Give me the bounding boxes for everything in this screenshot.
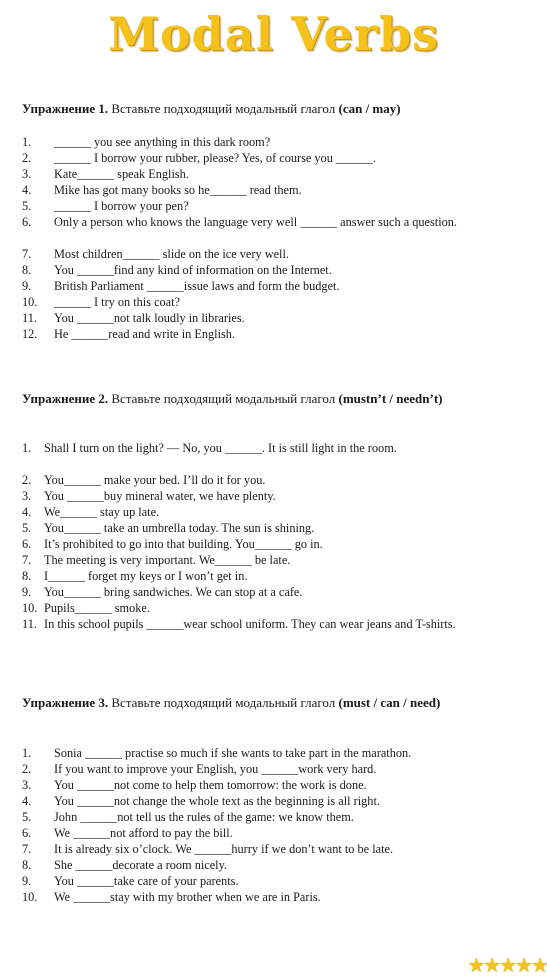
exercise-2-label: Упражнение 2. (22, 391, 109, 406)
exercise-item (22, 278, 547, 294)
item-text: Mike has got many books so he______ read them. (54, 183, 302, 197)
item-text: Shall I turn on the light? — No, you ______. It is still light in the room. (44, 441, 397, 455)
item-number: 3. (22, 778, 32, 792)
item-text: You ______buy mineral water, we have plenty. (44, 489, 276, 503)
exercise-2-heading (22, 390, 512, 408)
exercise-item (22, 873, 547, 889)
exercise-1-verbs: (can / may) (338, 101, 401, 116)
exercise-item (22, 440, 547, 472)
item-number: 12. (22, 327, 38, 341)
item-number: 1. (22, 441, 32, 455)
exercise-item (22, 761, 547, 777)
item-number: 11. (22, 311, 37, 325)
exercise-3-heading (22, 694, 512, 712)
item-number: 4. (22, 183, 32, 197)
item-text: John ______not tell us the rules of the game: we know them. (54, 810, 354, 824)
item-text: We______ stay up late. (44, 505, 160, 519)
item-text: You ______not come to help them tomorrow: the work is done. (54, 778, 367, 792)
item-number: 10. (22, 601, 38, 615)
item-text: ______ I borrow your pen? (54, 199, 189, 213)
item-text: You ______not change the whole text as the beginning is all right. (54, 794, 380, 808)
exercise-item (22, 536, 547, 552)
exercise-item (22, 134, 547, 150)
item-text: We ______not afford to pay the bill. (54, 826, 233, 840)
item-text: ______ I borrow your rubber, please? Yes, of course you ______. (54, 151, 376, 165)
page-title: Modal Verbs (107, 7, 440, 61)
exercise-item (22, 777, 547, 793)
item-text: You ______not talk loudly in libraries. (54, 311, 245, 325)
exercise-item (22, 214, 547, 246)
item-number: 7. (22, 553, 32, 567)
item-number: 3. (22, 489, 32, 503)
exercise-item (22, 504, 547, 520)
exercise-item (22, 841, 547, 857)
exercise-3-label: Упражнение 3. (22, 695, 109, 710)
exercise-item (22, 310, 547, 326)
item-number: 6. (22, 537, 32, 551)
item-text: Most children______ slide on the ice very well. (54, 247, 289, 261)
exercise-item (22, 150, 547, 166)
item-number: 2. (22, 151, 32, 165)
item-number: 8. (22, 569, 32, 583)
exercise-item (22, 809, 547, 825)
item-text: Only a person who knows the language very well ______ answer such a question. (54, 215, 457, 229)
item-number: 7. (22, 247, 32, 261)
item-number: 10. (22, 890, 38, 904)
exercise-item (22, 198, 547, 214)
exercise-item (22, 294, 547, 310)
item-text: It’s prohibited to go into that building. You______ go in. (44, 537, 323, 551)
exercise-item (22, 857, 547, 873)
item-text: We ______stay with my brother when we are in Paris. (54, 890, 321, 904)
exercise-3-list (22, 745, 547, 905)
item-text: You______ make your bed. I’ll do it for you. (44, 473, 266, 487)
exercise-2-instruction: Вставьте подходящий модальный глагол (111, 391, 336, 406)
item-text: Sonia ______ practise so much if she wants to take part in the marathon. (54, 746, 412, 760)
exercise-item (22, 825, 547, 841)
exercise-1-list (22, 134, 547, 342)
item-number: 6. (22, 215, 32, 229)
item-text: You______ bring sandwiches. We can stop at a cafe. (44, 585, 303, 599)
item-number: 8. (22, 263, 32, 277)
item-text: The meeting is very important. We______ be late. (44, 553, 291, 567)
item-text: You______ take an umbrella today. The sun is shining. (44, 521, 315, 535)
exercise-1-heading (22, 100, 512, 118)
item-text: She ______decorate a room nicely. (54, 858, 228, 872)
item-number: 9. (22, 874, 32, 888)
item-text: If you want to improve your English, you ______work very hard. (54, 762, 377, 776)
item-text: You ______find any kind of information on the Internet. (54, 263, 332, 277)
item-number: 4. (22, 794, 32, 808)
item-number: 4. (22, 505, 32, 519)
exercise-item (22, 520, 547, 536)
item-number: 1. (22, 746, 32, 760)
exercise-item (22, 889, 547, 905)
item-text: Kate______ speak English. (54, 167, 189, 181)
exercise-item (22, 745, 547, 761)
exercise-item (22, 488, 547, 504)
item-text: Pupils______ smoke. (44, 601, 150, 615)
item-text: ______ I try on this coat? (54, 295, 181, 309)
exercise-item (22, 472, 547, 488)
exercise-2-verbs: (mustn’t / needn’t) (338, 391, 443, 406)
item-number: 9. (22, 585, 32, 599)
item-number: 5. (22, 199, 32, 213)
item-text: In this school pupils ______wear school uniform. They can wear jeans and T-shirts. (44, 617, 456, 631)
item-number: 2. (22, 473, 32, 487)
item-number: 3. (22, 167, 32, 181)
exercise-2-list (22, 440, 547, 648)
exercise-item (22, 568, 547, 584)
item-text: I______ forget my keys or I won’t get in. (44, 569, 248, 583)
item-number: 9. (22, 279, 32, 293)
item-number: 11. (22, 617, 37, 631)
item-text: British Parliament ______issue laws and form the budget. (54, 279, 340, 293)
item-number: 8. (22, 858, 32, 872)
decorative-stars: ★★★★★ (467, 955, 547, 977)
exercise-item (22, 793, 547, 809)
exercise-item (22, 584, 547, 600)
exercise-item (22, 326, 547, 342)
exercise-1-label: Упражнение 1. (22, 101, 109, 116)
item-number: 2. (22, 762, 32, 776)
exercise-item (22, 552, 547, 568)
exercise-item (22, 166, 547, 182)
exercise-3-verbs: (must / can / need) (338, 695, 441, 710)
item-text: It is already six o’clock. We ______hurry if we don’t want to be late. (54, 842, 394, 856)
item-text: He ______read and write in English. (54, 327, 235, 341)
item-text: You ______take care of your parents. (54, 874, 239, 888)
exercise-1-instruction: Вставьте подходящий модальный глагол (111, 101, 336, 116)
item-number: 7. (22, 842, 32, 856)
item-text: ______ you see anything in this dark room? (54, 135, 271, 149)
exercise-item (22, 246, 547, 262)
exercise-item (22, 262, 547, 278)
item-number: 10. (22, 295, 38, 309)
item-number: 1. (22, 135, 32, 149)
exercise-item (22, 182, 547, 198)
item-number: 6. (22, 826, 32, 840)
exercise-3-instruction: Вставьте подходящий модальный глагол (111, 695, 336, 710)
item-number: 5. (22, 521, 32, 535)
item-number: 5. (22, 810, 32, 824)
exercise-item (22, 600, 547, 616)
exercise-item (22, 616, 547, 648)
